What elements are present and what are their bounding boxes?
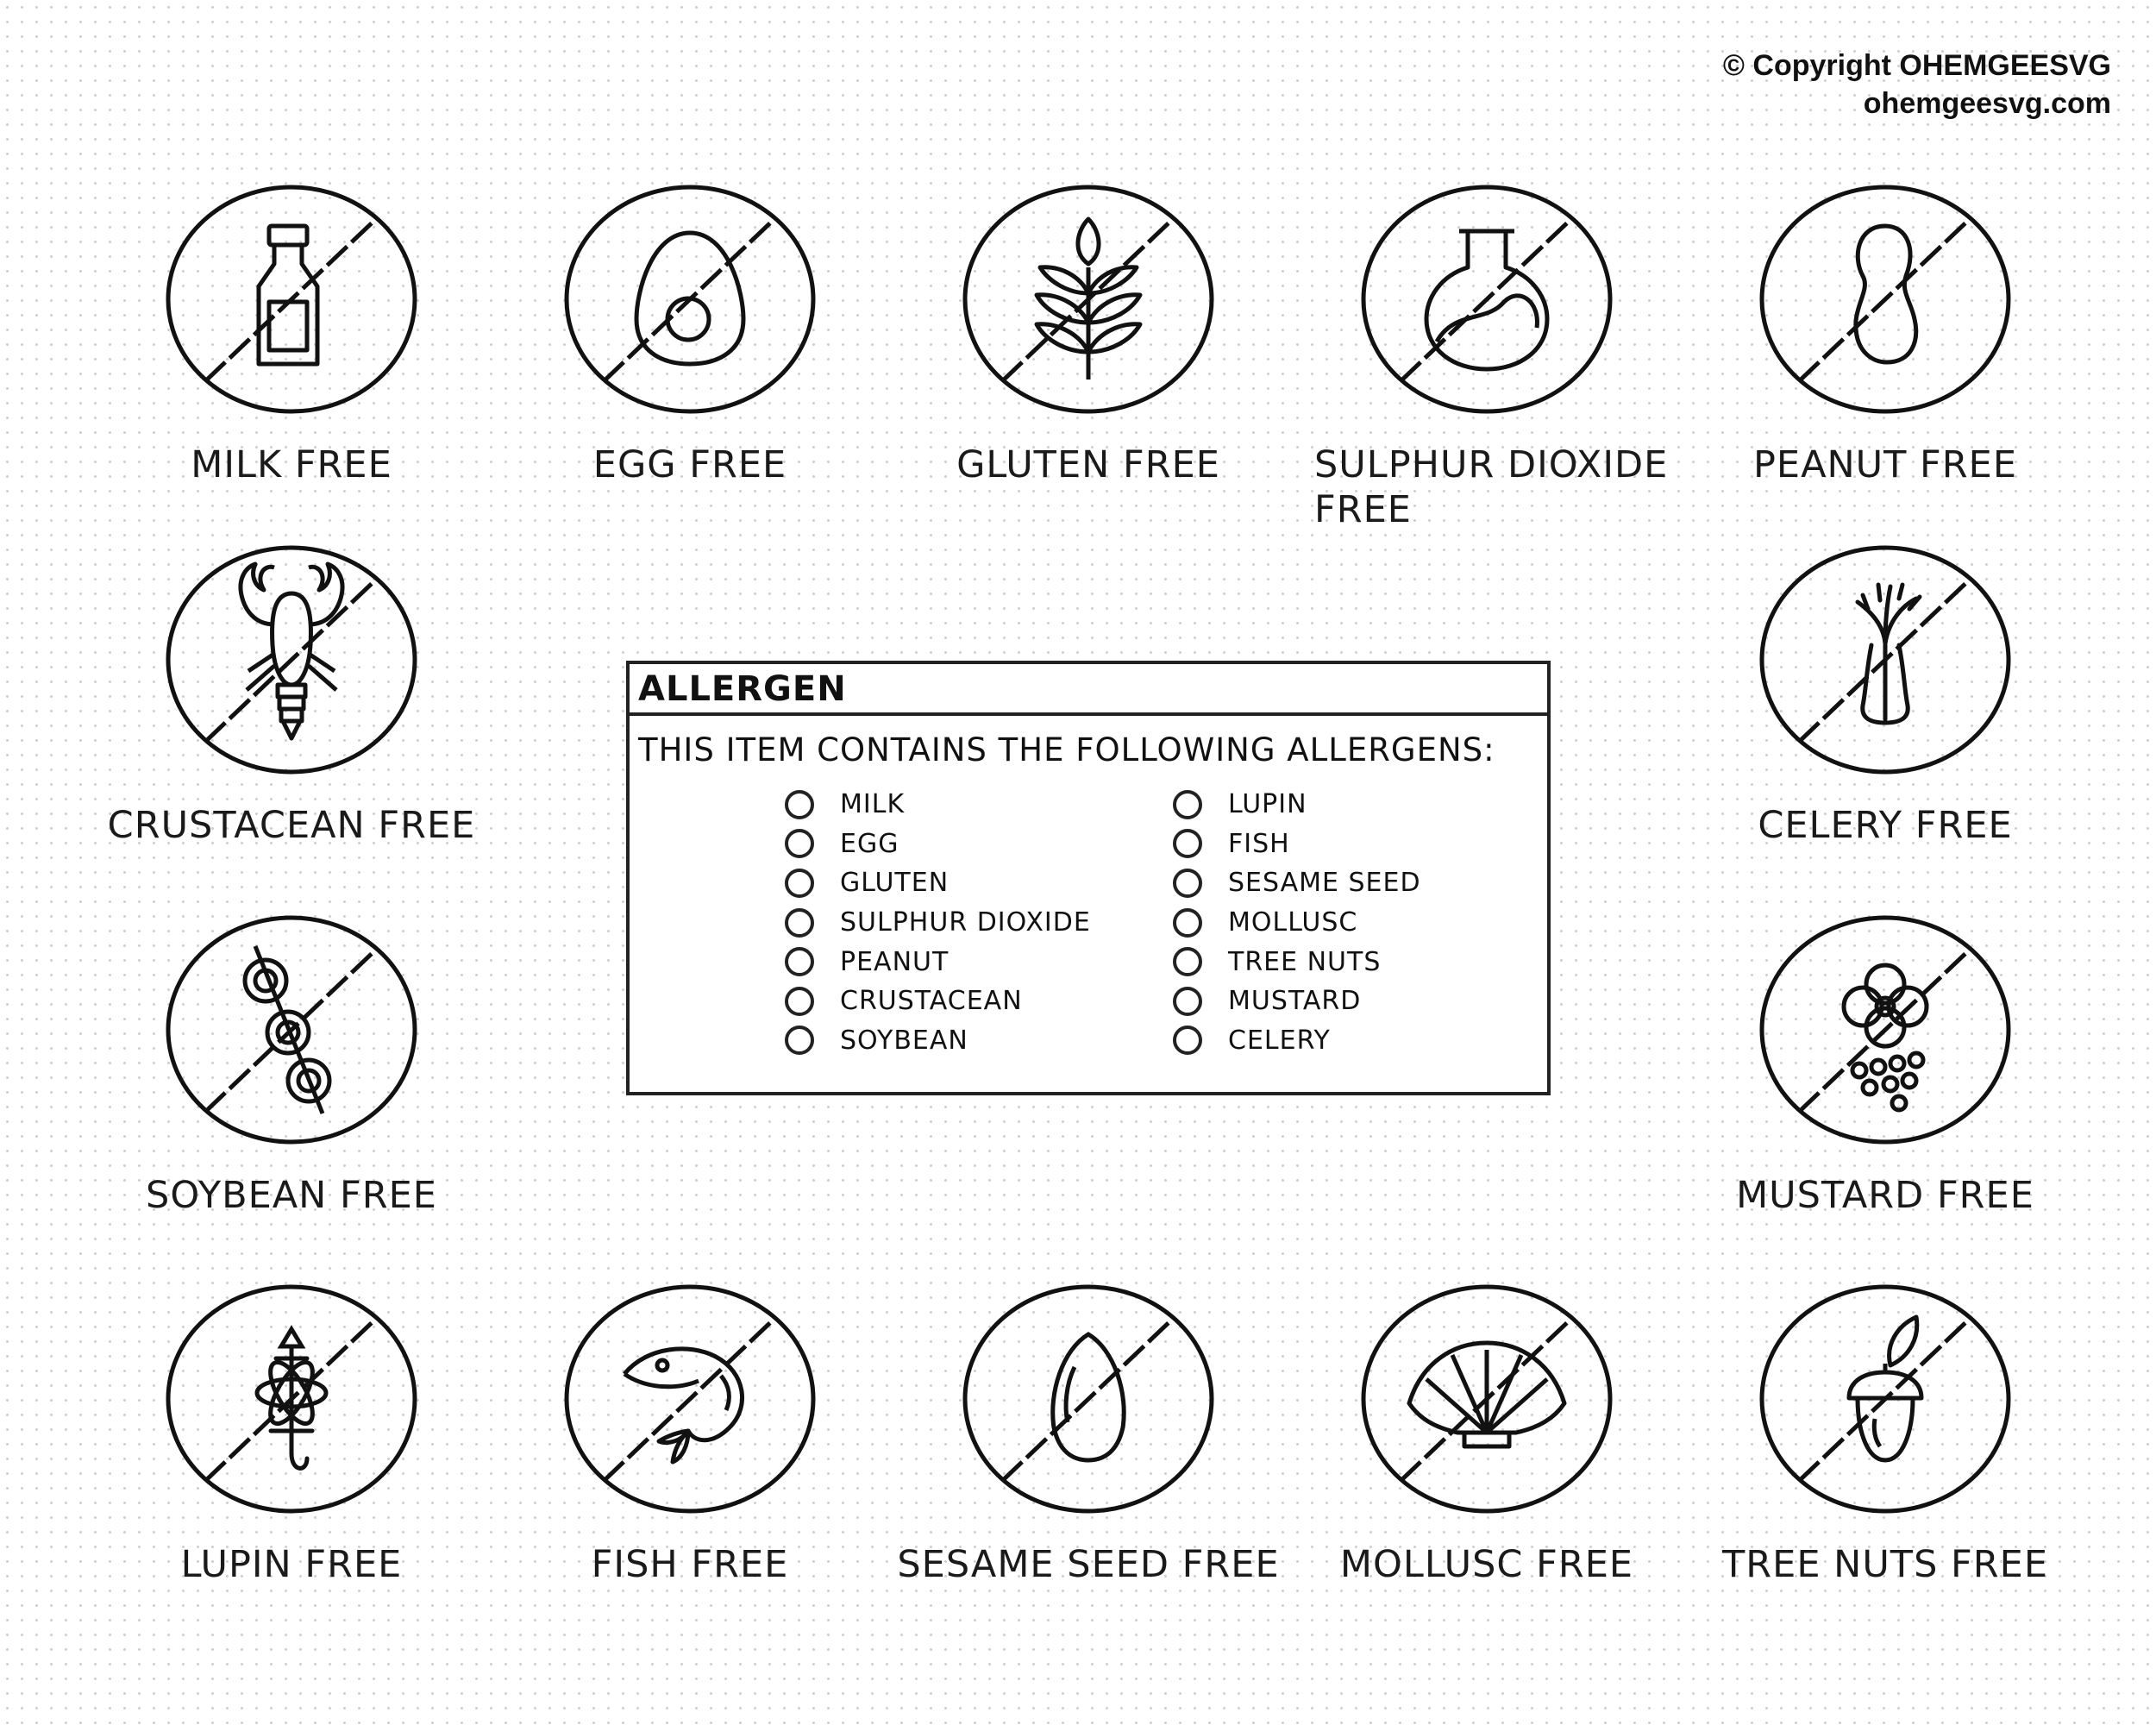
allergen-checkbox[interactable] xyxy=(1173,790,1202,819)
sesame-seed-icon xyxy=(959,1281,1218,1518)
allergen-item-sesame-seed xyxy=(1173,863,1421,903)
shell-icon xyxy=(1357,1281,1616,1518)
allergen-label: MUSTARD xyxy=(1228,986,1362,1017)
panel-subtitle: THIS ITEM CONTAINS THE FOLLOWING ALLERGENS: xyxy=(638,731,1495,768)
badge-sulphur-dioxide-free xyxy=(1288,181,1685,532)
badge-lupin-free xyxy=(93,1281,490,1587)
allergen-item-celery xyxy=(1173,1021,1421,1061)
allergen-item-milk xyxy=(785,785,1091,825)
panel-title: ALLERGEN xyxy=(630,664,1547,716)
allergen-item-crustacean xyxy=(785,982,1091,1021)
badge-label: SULPHUR DIOXIDE FREE xyxy=(1314,443,1669,531)
allergen-checkbox[interactable] xyxy=(785,790,814,819)
peanut-icon xyxy=(1756,181,2015,418)
allergen-label: TREE NUTS xyxy=(1228,946,1382,977)
allergen-checkbox[interactable] xyxy=(785,947,814,976)
allergen-item-peanut xyxy=(785,942,1091,982)
badge-crustacean-free xyxy=(93,542,490,848)
badge-label: SOYBEAN FREE xyxy=(146,1174,437,1217)
allergen-checkbox[interactable] xyxy=(1173,908,1202,938)
badge-peanut-free xyxy=(1687,181,2084,487)
allergen-label: SESAME SEED xyxy=(1228,868,1421,899)
allergen-label: FISH xyxy=(1228,828,1290,859)
soybean-icon xyxy=(162,912,421,1149)
allergen-checkbox[interactable] xyxy=(1173,1026,1202,1055)
allergen-item-soybean xyxy=(785,1021,1091,1061)
badge-egg-free xyxy=(492,181,888,487)
allergen-label: SULPHUR DIOXIDE xyxy=(840,907,1091,938)
badge-label: MILK FREE xyxy=(191,443,392,486)
badge-label: EGG FREE xyxy=(592,443,787,486)
allergen-checkbox[interactable] xyxy=(1173,829,1202,858)
badge-label: CRUSTACEAN FREE xyxy=(107,804,476,847)
badge-label: GLUTEN FREE xyxy=(956,443,1220,486)
allergen-checkbox[interactable] xyxy=(785,1026,814,1055)
allergen-item-gluten xyxy=(785,863,1091,903)
allergen-checkbox[interactable] xyxy=(1173,987,1202,1016)
allergen-item-egg xyxy=(785,825,1091,864)
allergen-label: MOLLUSC xyxy=(1228,907,1358,938)
allergen-checkbox[interactable] xyxy=(1173,947,1202,976)
badge-soybean-free xyxy=(93,912,490,1218)
allergen-item-fish xyxy=(1173,825,1421,864)
allergen-item-sulphur-dioxide xyxy=(785,903,1091,943)
badge-label: SESAME SEED FREE xyxy=(897,1543,1280,1586)
allergen-item-mollusc xyxy=(1173,903,1421,943)
flask-icon xyxy=(1357,181,1616,418)
allergen-checkbox[interactable] xyxy=(785,829,814,858)
badge-celery-free xyxy=(1687,542,2084,848)
egg-icon xyxy=(561,181,819,418)
allergen-list-left xyxy=(785,785,1091,1060)
allergen-label: CRUSTACEAN xyxy=(840,986,1023,1017)
website-line: ohemgeesvg.com xyxy=(1863,87,2111,120)
badge-label: MOLLUSC FREE xyxy=(1339,1543,1634,1586)
allergen-label: SOYBEAN xyxy=(840,1025,968,1056)
badge-label: TREE NUTS FREE xyxy=(1722,1543,2048,1586)
allergen-label: PEANUT xyxy=(840,946,950,977)
allergen-checkbox[interactable] xyxy=(785,908,814,938)
allergen-label: MILK xyxy=(840,789,906,820)
allergen-label: LUPIN xyxy=(1228,789,1307,820)
copyright-notice xyxy=(1723,47,2111,122)
badge-mollusc-free xyxy=(1288,1281,1685,1587)
allergen-list-right xyxy=(1173,785,1421,1060)
acorn-icon xyxy=(1756,1281,2015,1518)
allergen-checkbox[interactable] xyxy=(785,987,814,1016)
lobster-icon xyxy=(162,542,421,779)
allergen-item-lupin xyxy=(1173,785,1421,825)
badge-label: CELERY FREE xyxy=(1758,804,2013,847)
mustard-icon xyxy=(1756,912,2015,1149)
badge-mustard-free xyxy=(1687,912,2084,1218)
badge-sesame-seed-free xyxy=(890,1281,1287,1587)
allergen-item-mustard xyxy=(1173,982,1421,1021)
allergen-checkbox[interactable] xyxy=(1173,869,1202,898)
allergen-label: CELERY xyxy=(1228,1025,1331,1056)
milk-bottle-icon xyxy=(162,181,421,418)
wheat-icon xyxy=(959,181,1218,418)
badge-gluten-free xyxy=(890,181,1287,487)
allergen-checkbox[interactable] xyxy=(785,869,814,898)
allergen-label: GLUTEN xyxy=(840,868,950,899)
fish-icon xyxy=(561,1281,819,1518)
badge-label: PEANUT FREE xyxy=(1752,443,2018,486)
celery-icon xyxy=(1756,542,2015,779)
badge-tree-nuts-free xyxy=(1687,1281,2084,1587)
badge-label: LUPIN FREE xyxy=(180,1543,403,1586)
allergen-item-tree-nuts xyxy=(1173,942,1421,982)
badge-label: MUSTARD FREE xyxy=(1736,1174,2034,1217)
lupin-icon xyxy=(162,1281,421,1518)
badge-fish-free xyxy=(492,1281,888,1587)
copyright-line: © Copyright OHEMGEESVG xyxy=(1722,49,2111,82)
allergen-panel xyxy=(626,661,1551,1095)
badge-milk-free xyxy=(93,181,490,487)
badge-label: FISH FREE xyxy=(591,1543,789,1586)
allergen-label: EGG xyxy=(840,828,899,859)
